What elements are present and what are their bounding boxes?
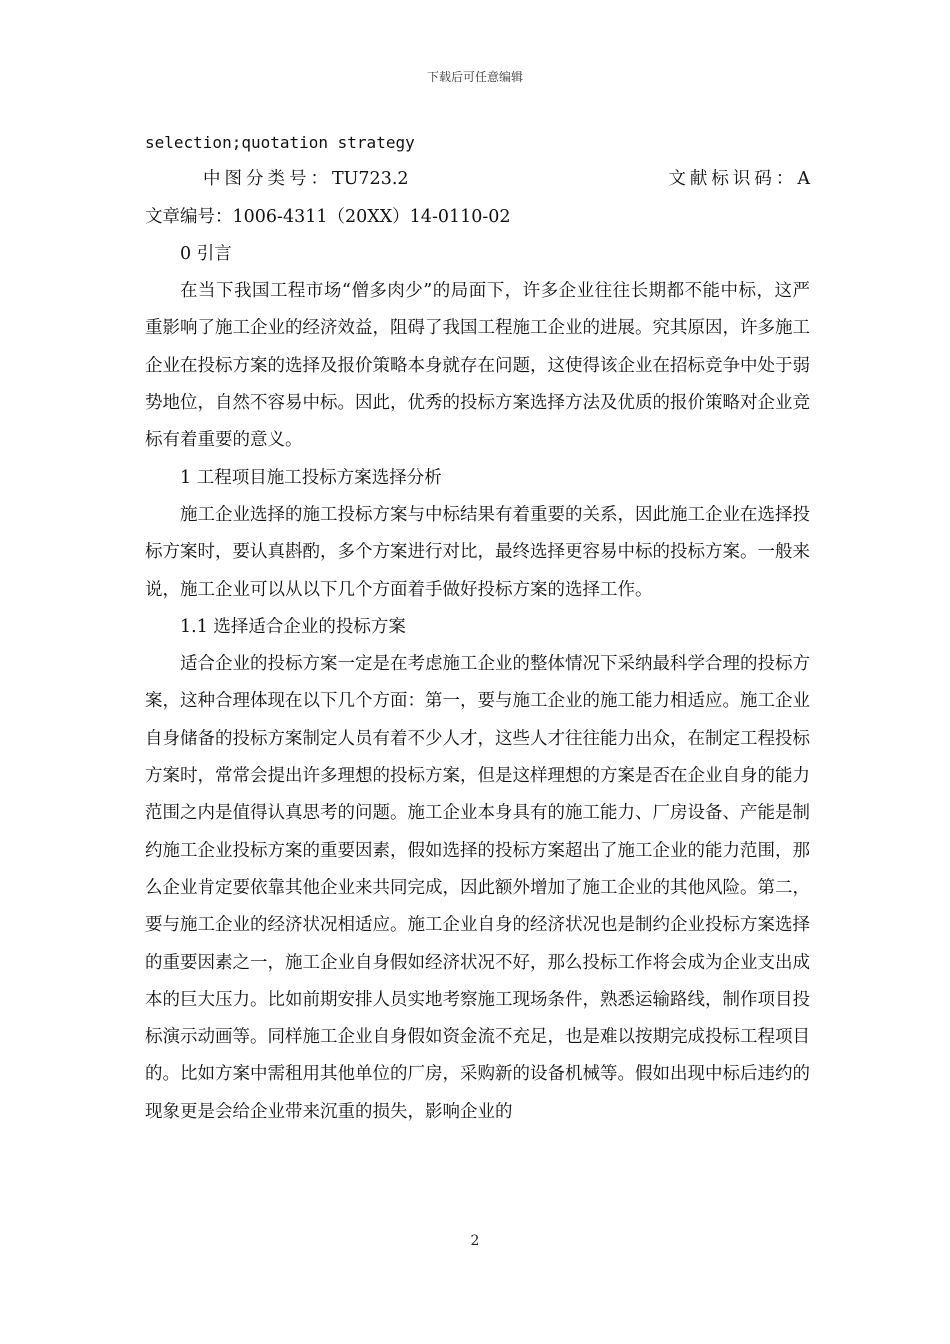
article-number: 文章编号：1006-4311（20XX）14-0110-02 <box>145 206 511 227</box>
document-body <box>145 124 810 1131</box>
clc-label: 中图分类号： <box>203 169 332 190</box>
keywords-continuation: selection;quotation strategy <box>145 133 415 152</box>
section-heading-intro: 0 引言 <box>180 243 232 264</box>
doc-code-label: 文献标识码： <box>668 169 798 190</box>
paragraph-section-1-1: 适合企业的投标方案一定是在考虑施工企业的整体情况下采纳最科学合理的投标方案，这种合理体现在以下几个方面：第一，要与施工企业的施工能力相适应。施工企业自身储备的投标方案制定人员有着不少人才，这些人才往往能力出众，在制定工程投标方案时，常常会提出许多理想的投标方案，但是这样理想的方案是否在企业自身的能力范围之内是值得认真思考的问题。施工企业本身具有的施工能力、厂房设备、产能是制约施工企业投标方案的重要因素，假如选择的投标方案超出了施工企业的能力范围，那么企业肯定要依靠其他企业来共同完成，因此额外增加了施工企业的其他风险。第二，要与施工企业的经济状况相适应。施工企业自身的经济状况也是制约企业投标方案选择的重要因素之一，施工企业自身假如经济状况不好，那么投标工作将会成为企业支出成本的巨大压力。比如前期安排人员实地考察施工现场条件，熟悉运输路线，制作项目投标演示动画等。同样施工企业自身假如资金流不充足，也是难以按期完成投标工程项目的。比如方案中需租用其他单位的厂房，采购新的设备机械等。假如出现中标后违约的现象更是会给企业带来沉重的损失，影响企业的 <box>145 654 810 1122</box>
page-header: 下载后可任意编辑 <box>426 70 523 84</box>
clc-value: TU723.2 <box>332 169 409 190</box>
paragraph-intro: 在当下我国工程市场“僧多肉少”的局面下，许多企业往往长期都不能中标，这严重影响了施工企业的经济效益，阻碍了我国工程施工企业的进展。究其原因，许多施工企业在投标方案的选择及报价策略本身就存在问题，这使得该企业在招标竞争中处于弱势地位，自然不容易中标。因此，优秀的投标方案选择方法及优质的报价策略对企业竞标有着重要的意义。 <box>145 281 810 451</box>
section-heading-1-1: 1.1 选择适合企业的投标方案 <box>180 616 406 637</box>
document-code <box>668 161 810 198</box>
paragraph-section-1: 施工企业选择的施工投标方案与中标结果有着重要的关系，因此施工企业在选择投标方案时，要认真斟酌，多个方案进行对比，最终选择更容易中标的投标方案。一般来说，施工企业可以从以下几个方面着手做好投标方案的选择工作。 <box>145 504 810 600</box>
doc-code-value: A <box>797 169 810 190</box>
clc-number <box>203 161 409 198</box>
classification-line <box>145 161 810 198</box>
page-number: 2 <box>470 1233 480 1249</box>
section-heading-1: 1 工程项目施工投标方案选择分析 <box>180 467 442 488</box>
